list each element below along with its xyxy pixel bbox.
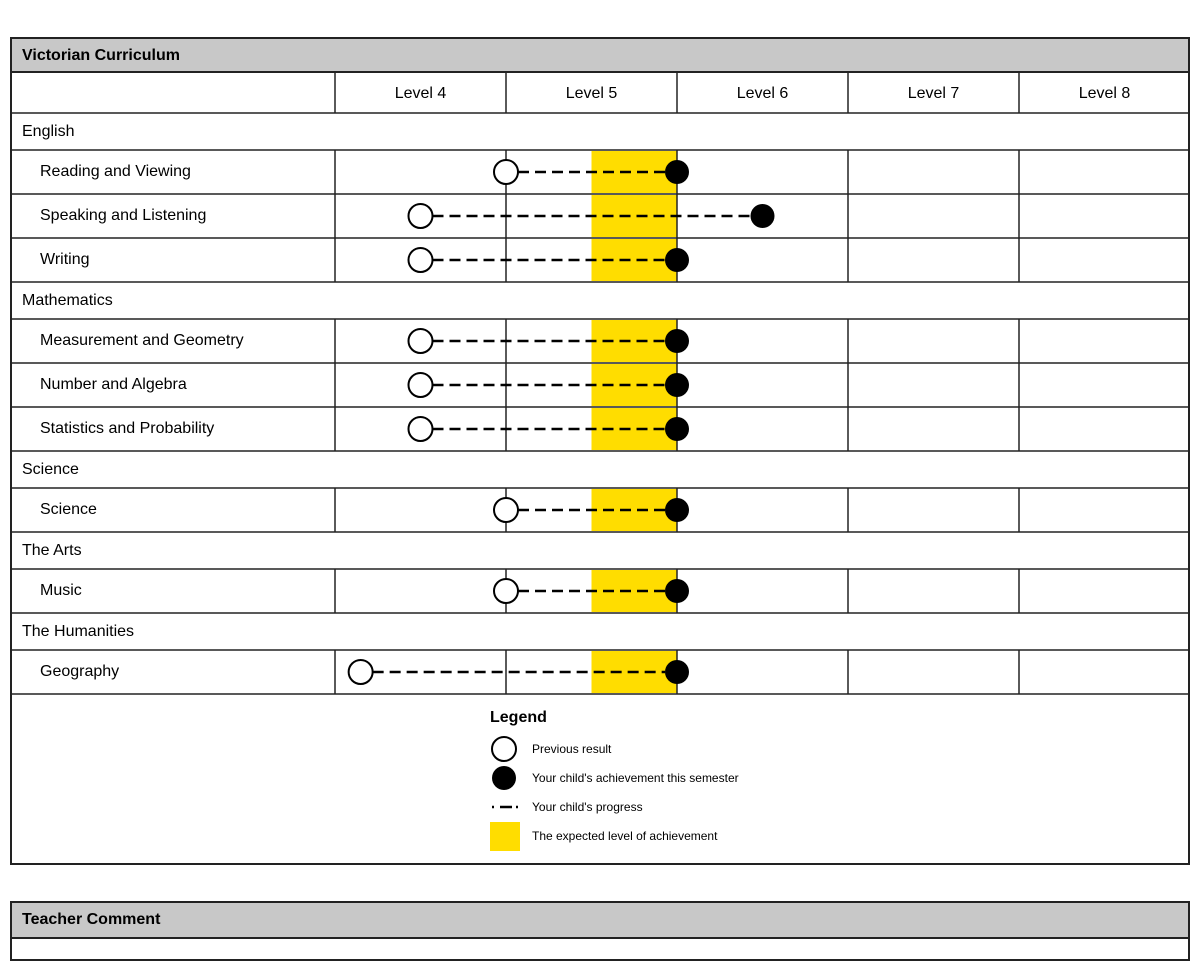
category-label: Mathematics — [22, 292, 113, 309]
current-achievement-marker — [751, 204, 775, 228]
current-achievement-marker — [665, 498, 689, 522]
current-achievement-marker — [665, 329, 689, 353]
legend-expected — [490, 822, 810, 851]
previous-result-marker — [494, 498, 518, 522]
teacher-comment-title: Teacher Comment — [12, 903, 1188, 939]
subject-label: Music — [40, 582, 82, 599]
legend-title: Legend — [490, 709, 547, 726]
subject-label: Writing — [40, 251, 90, 268]
teacher-comment-section — [10, 901, 1190, 961]
previous-result-marker — [494, 160, 518, 184]
legend-previous-label: Previous result — [532, 742, 612, 756]
level-header-4: Level 4 — [394, 85, 447, 102]
legend-expected-label: The expected level of achievement — [532, 829, 718, 843]
level-header-7: Level 7 — [907, 85, 960, 102]
previous-result-marker — [409, 204, 433, 228]
current-achievement-marker — [665, 248, 689, 272]
current-achievement-marker — [665, 660, 689, 684]
open-circle-icon — [490, 735, 522, 764]
category-label: Science — [22, 461, 79, 478]
current-achievement-marker — [665, 579, 689, 603]
current-achievement-marker — [665, 160, 689, 184]
filled-circle-icon — [490, 764, 522, 793]
previous-result-marker — [409, 373, 433, 397]
legend-progress-label: Your child's progress — [532, 800, 643, 814]
legend — [490, 709, 810, 851]
previous-result-marker — [349, 660, 373, 684]
current-achievement-marker — [665, 373, 689, 397]
yellow-square-icon — [490, 822, 522, 851]
legend-previous — [490, 735, 810, 764]
level-header-5: Level 5 — [565, 85, 618, 102]
current-achievement-marker — [665, 417, 689, 441]
dashed-line-icon — [490, 793, 522, 822]
subject-label: Geography — [40, 663, 120, 680]
curriculum-report — [10, 37, 1190, 865]
previous-result-marker — [409, 248, 433, 272]
subject-label: Reading and Viewing — [40, 163, 191, 180]
previous-result-marker — [409, 417, 433, 441]
level-header-6: Level 6 — [736, 85, 789, 102]
category-label: English — [22, 123, 75, 140]
subject-label: Statistics and Probability — [40, 420, 215, 437]
previous-result-marker — [409, 329, 433, 353]
subject-label: Measurement and Geometry — [40, 332, 244, 349]
legend-current — [490, 764, 810, 793]
category-label: The Arts — [22, 542, 82, 559]
level-header-8: Level 8 — [1078, 85, 1131, 102]
legend-progress — [490, 793, 810, 822]
subject-label: Science — [40, 501, 97, 518]
category-label: The Humanities — [22, 623, 135, 640]
legend-current-label: Your child's achievement this semester — [532, 771, 739, 785]
subject-label: Speaking and Listening — [40, 207, 207, 224]
previous-result-marker — [494, 579, 518, 603]
subject-label: Number and Algebra — [40, 376, 187, 393]
report-title: Victorian Curriculum — [12, 39, 1188, 73]
